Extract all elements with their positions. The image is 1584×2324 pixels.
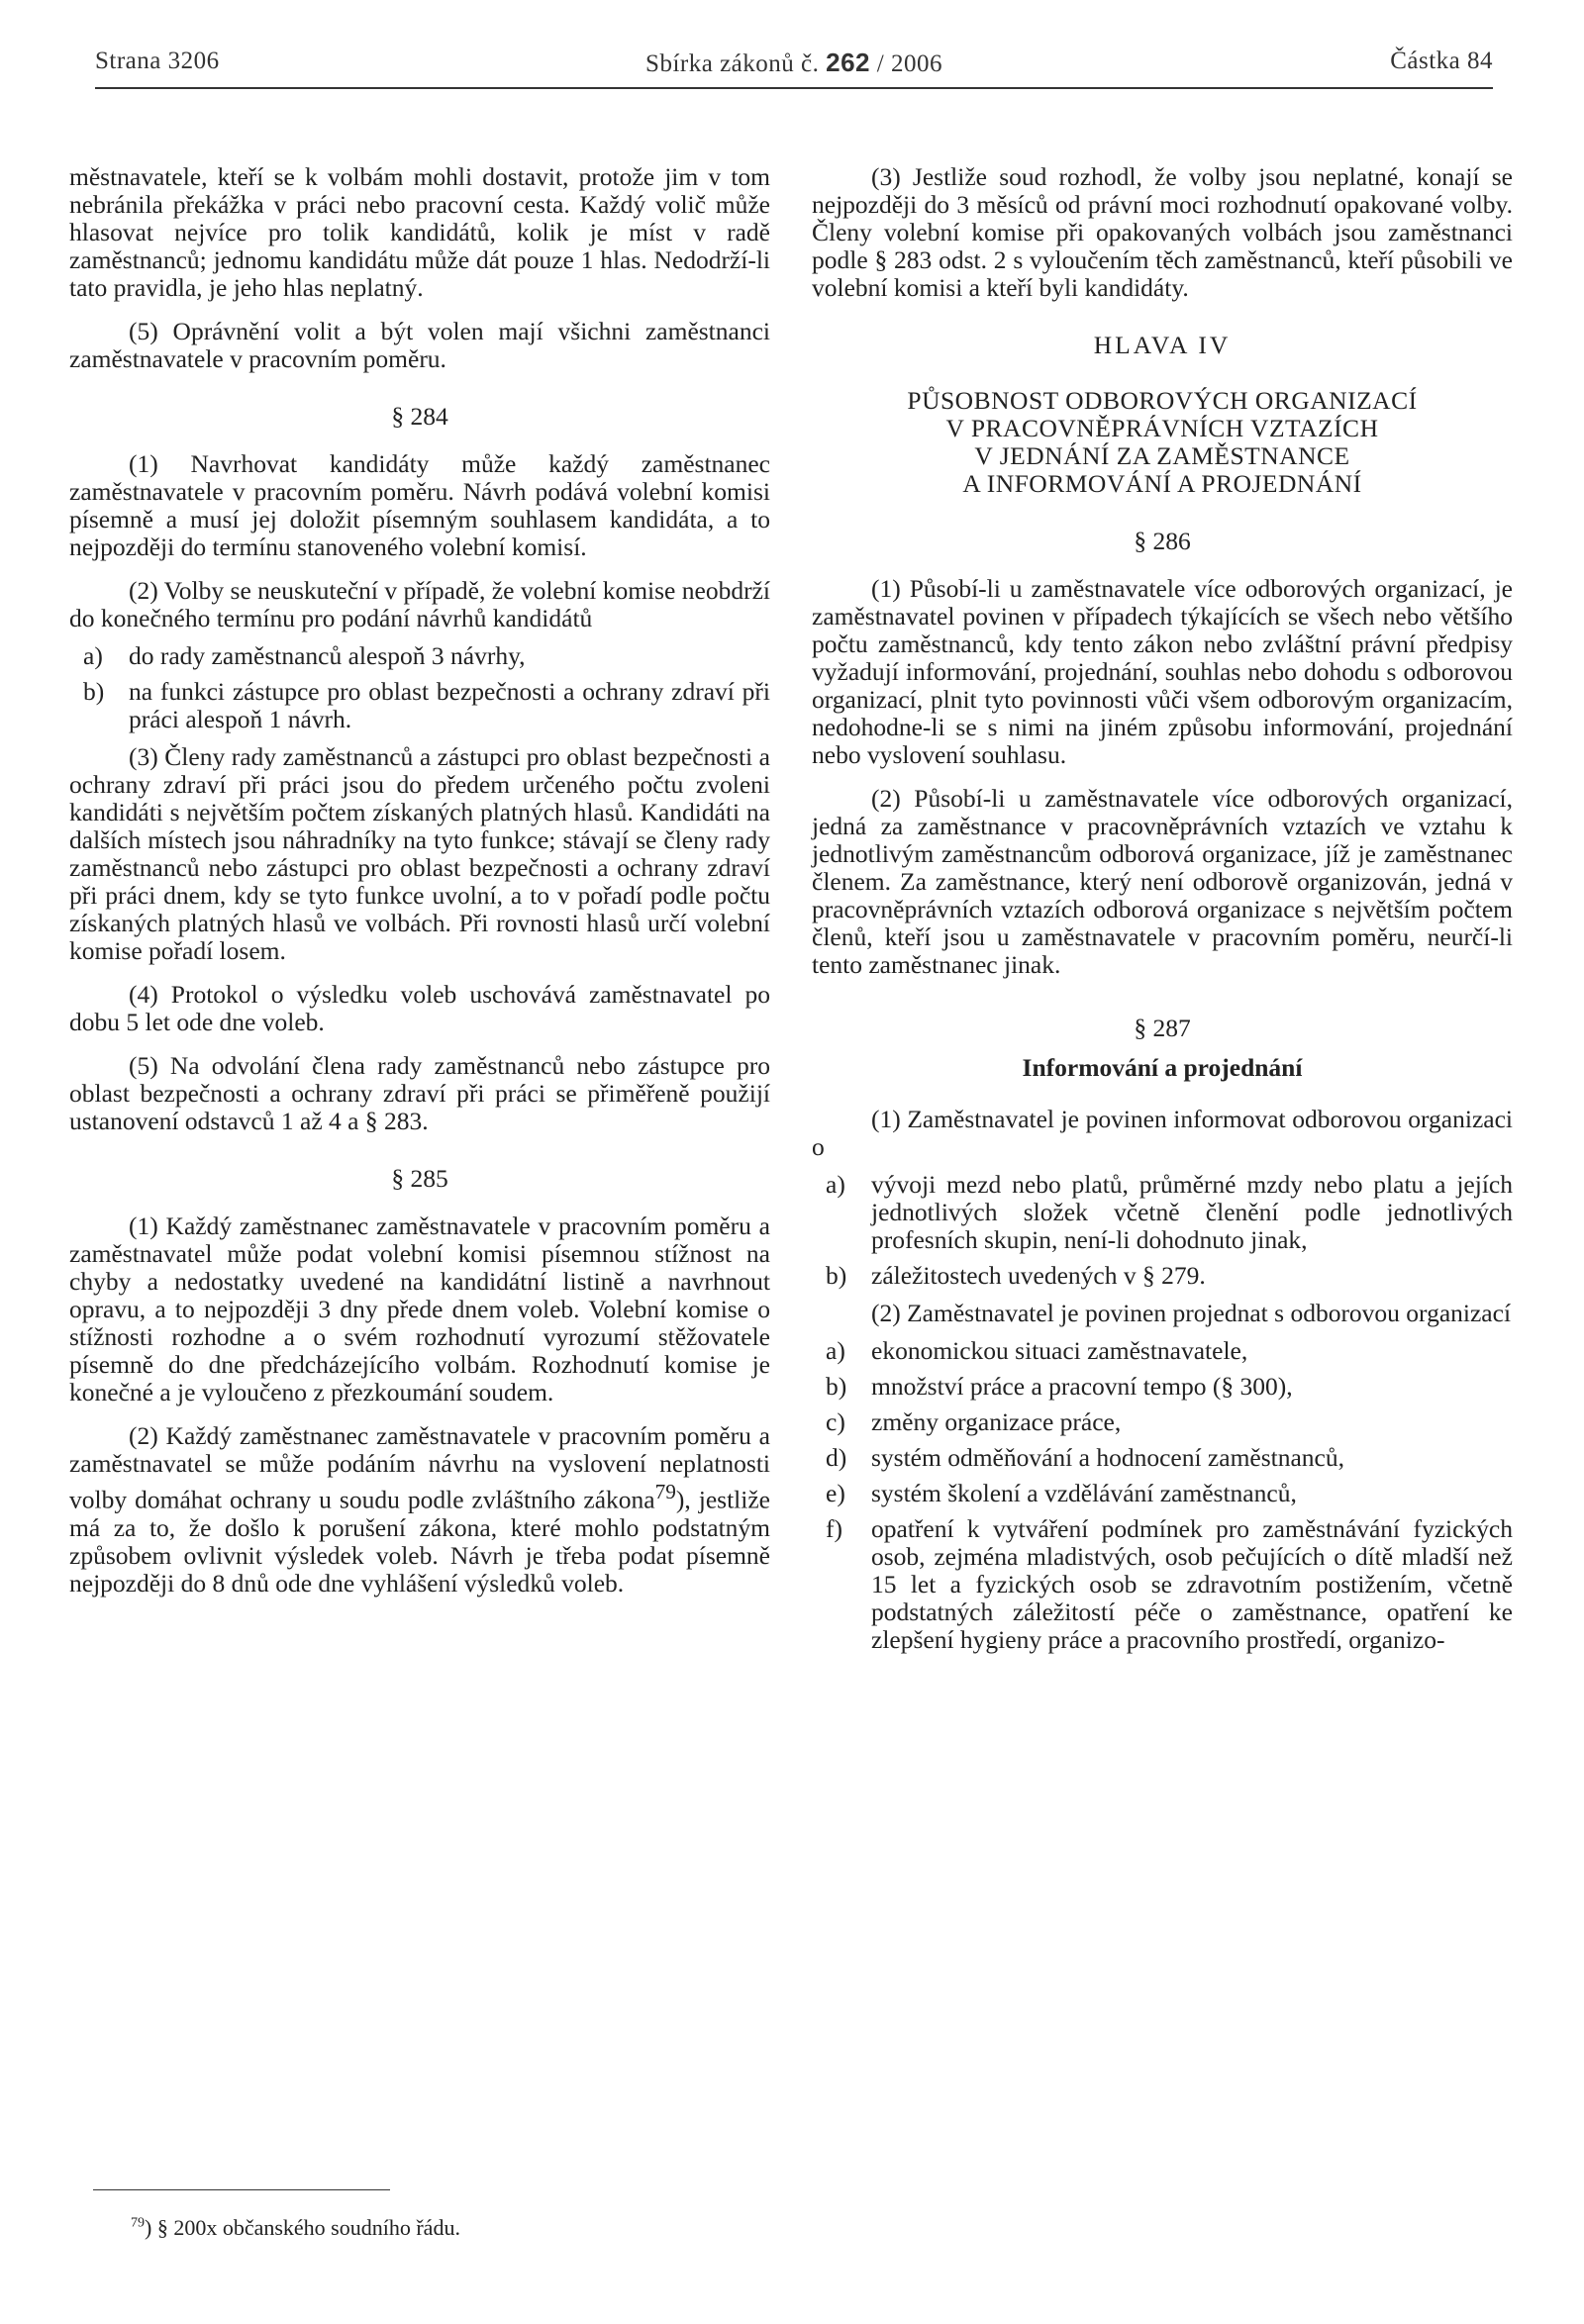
list-text: změny organizace práce,: [871, 1407, 1122, 1436]
footnote-text: ) § 200x občanského soudního řádu.: [145, 2215, 460, 2240]
chapter-title-line: PŮSOBNOST ODBOROVÝCH ORGANIZACÍ: [907, 386, 1418, 415]
header-rule: [95, 87, 1493, 89]
paragraph-text: (2) Každý zaměstnanec zaměstnavatele v pracovním poměru a zaměstnavatel se může podáním návrhu na vyslovení neplatnosti volby domáhat ochrany u soudu podle zvláštního zákona: [69, 1421, 770, 1514]
list-item: [69, 678, 770, 733]
list-text: ekonomickou situaci zaměstnavatele,: [871, 1336, 1248, 1365]
list-text: systém školení a vzdělávání zaměstnanců,: [871, 1479, 1297, 1507]
list-label: b): [826, 1372, 847, 1401]
list-item: [812, 1262, 1513, 1290]
paragraph: (1) Zaměstnavatel je povinen informovat odborovou organizaci o: [812, 1105, 1513, 1161]
list-text: na funkci zástupce pro oblast bezpečnosti a ochrany zdraví při práci alespoň 1 návrh.: [129, 677, 770, 733]
left-column: [69, 163, 770, 1598]
footnote: [131, 2215, 460, 2241]
list-item: [812, 1373, 1513, 1401]
list-text: opatření k vytváření podmínek pro zaměstnávání fyzických osob, zejména mladistvých, osob pečujících o dítě mladší než 15 let a fyzických osob se zdravotním postižením, včetně podstatných záležitostí péče o zaměstnance, opatření ke zlepšení hygieny práce a pracovního prostředí, organizo-: [871, 1514, 1513, 1654]
paragraph: (5) Na odvolání člena rady zaměstnanců nebo zástupce pro oblast bezpečnosti a ochrany zdraví při práci se přiměřeně použijí ustanovení odstavců 1 až 4 a § 283.: [69, 1051, 770, 1135]
list-text: množství práce a pracovní tempo (§ 300),: [871, 1372, 1293, 1401]
paragraph: [69, 1422, 770, 1598]
paragraph: (3) Jestliže soud rozhodl, že volby jsou neplatné, konají se nejpozději do 3 měsíců od právní moci rozhodnutí opakované volby. Členy volební komise při opakovaných volbách jsou zaměstnanci podle § 283 odst. 2 s vyloučením těch zaměstnanců, kteří působili ve volební komisi a kteří byli kandidáty.: [812, 162, 1513, 302]
paragraph: (1) Každý zaměstnanec zaměstnavatele v pracovním poměru a zaměstnavatel může podat volební komisi písemnou stížnost na chyby a nedostatky uvedené na kandidátní listině a navrhnout opravu, a to nejpozději 3 dny přede dnem voleb. Volební komise o stížnosti rozhodne a o svém rozhodnutí vyrozumí stěžovatele písemně do dne předcházejícího volbám. Rozhodnutí komise je konečné a je vyloučeno z přezkoumání soudem.: [69, 1211, 770, 1406]
chapter-title-line: V JEDNÁNÍ ZA ZAMĚSTNANCE: [974, 441, 1350, 470]
list-label: a): [826, 1336, 845, 1365]
list-label: f): [826, 1514, 842, 1543]
section-title: Informování a projednání: [1022, 1053, 1303, 1082]
section-heading-286: § 286: [1134, 527, 1191, 555]
list-item: [812, 1480, 1513, 1507]
chapter-title-line: A INFORMOVÁNÍ A PROJEDNÁNÍ: [962, 469, 1362, 498]
paragraph: (2) Zaměstnavatel je povinen projednat s odborovou organizací: [871, 1299, 1512, 1327]
list-text: vývoji mezd nebo platů, průměrné mzdy nebo platu a jejích jednotlivých složek včetně členění podle jednotlivých profesních skupin, není-li dohodnuto jinak,: [871, 1170, 1513, 1254]
footnote-ref: 79: [654, 1480, 676, 1503]
list-item: [812, 1171, 1513, 1254]
footnote-number: 79: [131, 2215, 145, 2231]
collection-prefix: Sbírka zákonů č.: [645, 50, 820, 77]
list-item: [812, 1515, 1513, 1654]
list-text: systém odměňování a hodnocení zaměstnanců,: [871, 1443, 1344, 1472]
paragraph: (3) Členy rady zaměstnanců a zástupci pro oblast bezpečnosti a ochrany zdraví při práci jsou do předem určeného počtu zvoleni kandidáti s největším počtem získaných platných hlasů. Kandidáti na dalších místech jsou náhradníky na tyto funkce; stávají se členy rady zaměstnanců nebo zástupci pro oblast bezpečnosti a ochrany zdraví při práci dnem, kdy se tyto funkce uvolní, a to v pořadí podle počtu získaných platných hlasů ve volbách. Při rovnosti hlasů určí volební komise pořadí losem.: [69, 742, 770, 965]
right-column: [812, 163, 1513, 1654]
paragraph: (5) Oprávnění volit a být volen mají všichni zaměstnanci zaměstnavatele v pracovním poměru.: [69, 317, 770, 373]
paragraph: (1) Působí-li u zaměstnavatele více odborových organizací, je zaměstnavatel povinen v případech týkajících se všech nebo většího počtu zaměstnanců, kdy tento zákon nebo zvláštní právní předpisy vyžadují informování, projednání, souhlas nebo dohodu s odborovou organizací, plnit tyto povinnosti vůči všem odborovým organizacím, nedohodne-li se s nimi na jiném způsobu informování, projednání nebo vyslovení souhlasu.: [812, 574, 1513, 769]
section-heading-285: § 285: [391, 1164, 448, 1193]
law-number: 262: [826, 48, 870, 77]
chapter-title-line: V PRACOVNĚPRÁVNÍCH VZTAZÍCH: [945, 414, 1379, 442]
chapter-title: [812, 387, 1513, 498]
page-number: Strana 3206: [95, 48, 220, 74]
page-header: [95, 48, 1493, 91]
list-label: b): [826, 1261, 847, 1290]
paragraph: (2) Působí-li u zaměstnavatele více odborových organizací, jedná za zaměstnance v pracovněprávních vztazích ve vztahu k jednotlivým zaměstnancům odborová organizace, jíž je zaměstnanec členem. Za zaměstnance, který není odborově organizován, jedná v pracovněprávních vztazích odborová organizace s největším počtem členů, kteří jsou u zaměstnavatele v pracovním poměru, neurčí-li tento zaměstnanec jinak.: [812, 784, 1513, 979]
part-number: Částka 84: [1390, 48, 1493, 74]
paragraph: (1) Navrhovat kandidáty může každý zaměstnanec zaměstnavatele v pracovním poměru. Návrh podává volební komisi písemně a musí jej doložit písemným souhlasem kandidáta, a to nejpozději do termínu stanoveného volební komisí.: [69, 449, 770, 561]
section-heading-287: § 287: [1134, 1014, 1191, 1042]
section-heading-284: § 284: [391, 402, 448, 431]
list-text: do rady zaměstnanců alespoň 3 návrhy,: [129, 641, 526, 670]
list-item: [812, 1337, 1513, 1365]
list-label: e): [826, 1479, 845, 1507]
paragraph: městnavatele, kteří se k volbám mohli dostavit, protože jim v tom nebránila překážka v práci nebo pracovní cesta. Každý volič může hlasovat nejvíce pro tolik kandidátů, kolik je míst v radě zaměstnanců; jednomu kandidátu může dát pouze 1 hlas. Nedodrží-li tato pravidla, je jeho hlas neplatný.: [69, 162, 770, 302]
paragraph: (4) Protokol o výsledku voleb uschovává zaměstnavatel po dobu 5 let ode dne voleb.: [69, 980, 770, 1036]
paragraph: (2) Volby se neuskuteční v případě, že volební komise neobdrží do konečného termínu pro podání návrhů kandidátů: [69, 576, 770, 632]
list-item: [812, 1408, 1513, 1436]
list-item: [812, 1444, 1513, 1472]
list-item: [69, 642, 770, 670]
footnote-rule: [93, 2189, 390, 2190]
chapter-heading: HLAVA IV: [1093, 331, 1232, 359]
list-label: d): [826, 1443, 847, 1472]
paragraph-text: ), jestliže má za to, že došlo k porušení zákona, které mohlo podstatným způsobem ovlivnit výsledek voleb. Návrh je třeba podat písemně nejpozději do 8 dnů ode dne vyhlášení výsledků voleb.: [69, 1485, 770, 1598]
list-label: a): [826, 1170, 845, 1199]
collection-title: [95, 48, 1493, 78]
collection-year: / 2006: [876, 50, 942, 77]
list-label: b): [83, 677, 105, 706]
list-text: záležitostech uvedených v § 279.: [871, 1261, 1206, 1290]
list-label: a): [83, 641, 103, 670]
list-label: c): [826, 1407, 845, 1436]
